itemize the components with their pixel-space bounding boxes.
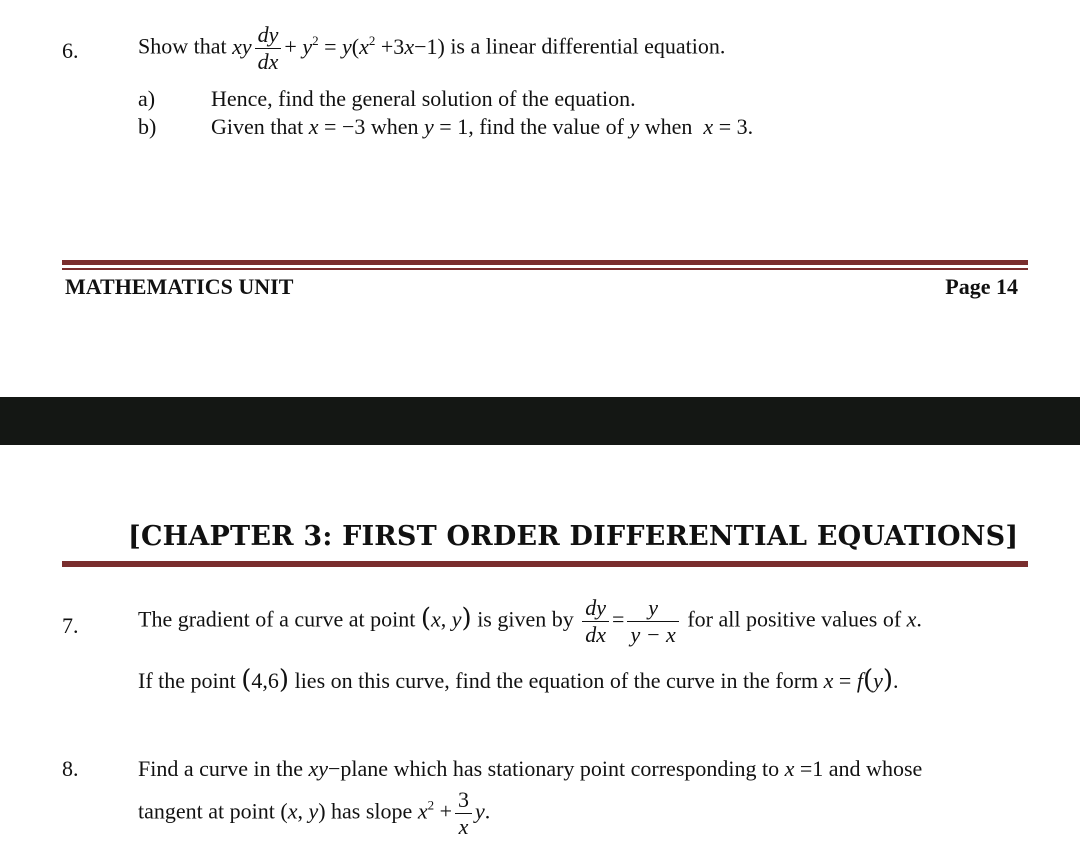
fraction-dy-dx: $\frac{dy}{dx}$ bbox=[582, 597, 609, 646]
question-number: 6. bbox=[62, 38, 79, 63]
footer-unit: MATHEMATICS UNIT bbox=[65, 274, 294, 299]
fraction-dy-dx: $\frac{dy}{dx}$ bbox=[255, 24, 282, 73]
page-number: Page 14 bbox=[945, 274, 1018, 299]
question-7-line-1: The gradient of a curve at point (x, y) is given by $\frac{dy}{dx}$ = $\frac{y}{y - x}$ for all positive values of x. bbox=[138, 595, 922, 647]
question-7-line-2: If the point (4,6) lies on this curve, find the equation of the curve in the form x = f(y). bbox=[138, 665, 899, 695]
fraction-y-over-y-minus-x: $\frac{y}{y - x}$ bbox=[627, 597, 678, 646]
part-label: b) bbox=[138, 114, 157, 139]
part-label: a) bbox=[138, 86, 156, 111]
question-number: 8. bbox=[62, 756, 79, 781]
question-8-line-2: tangent at point (x, y) has slope $x^2$ + $\frac{3}{x}$ y. bbox=[138, 787, 491, 839]
question-number: 7. bbox=[62, 613, 79, 638]
question-8-line-1: Find a curve in the xy−plane which has stationary point corresponding to x =1 and whose bbox=[138, 756, 923, 781]
fraction-3-over-x: $\frac{3}{x}$ bbox=[455, 789, 472, 838]
chapter-rule bbox=[62, 561, 1028, 567]
footer-rule-thin bbox=[62, 268, 1028, 270]
page-break-band bbox=[0, 397, 1080, 445]
part-a-text: Hence, find the general solution of the equation. bbox=[211, 86, 636, 111]
footer-rule bbox=[62, 260, 1028, 265]
question-6-statement: Show that xy $\frac{dy}{dx}$ + $y^2 = y(x^2 +3x-1)$ is a linear differential equation. bbox=[138, 22, 726, 74]
equation: xy $\frac{dy}{dx}$ + $y^2 = y(x^2 +3x-1)$ bbox=[232, 22, 451, 74]
part-b-text: Given that x = −3 when y = 1, find the value of y when x = 3. bbox=[211, 114, 754, 139]
chapter-title: [CHAPTER 3: FIRST ORDER DIFFERENTIAL EQUATIONS] bbox=[128, 521, 1019, 552]
